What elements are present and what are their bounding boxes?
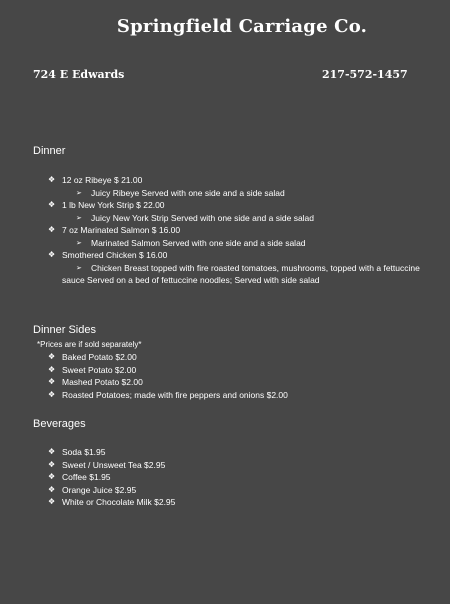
dinner-item-description: ➢ Juicy Ribeye Served with one side and a side salad [76,187,285,198]
dinner-item-name: 7 oz Marinated Salmon $ 16.00 [62,225,181,235]
diamond-bullet-icon: ❖ [48,459,56,469]
dinner-item [48,224,442,237]
sides-list [48,351,442,401]
diamond-bullet-icon: ❖ [48,175,56,184]
arrow-bullet-icon: ➢ [76,188,82,197]
dinner-item [48,249,442,262]
beverage-item: ❖ Coffee $1.95 [48,472,111,482]
beverage-item: ❖ Sweet / Unsweet Tea $2.95 [48,459,166,470]
dinner-item-description: ➢ Marinated Salmon Served with one side and a side salad [76,237,306,248]
diamond-bullet-icon: ❖ [48,472,56,481]
address: 724 E Edwards [33,68,125,81]
beverages-list [48,446,442,509]
arrow-bullet-icon: ➢ [76,213,82,222]
arrow-bullet-icon: ➢ [76,263,82,272]
side-item: ❖ Sweet Potato $2.00 [48,364,137,375]
beverage-item: ❖ White or Chocolate Milk $2.95 [48,497,176,507]
diamond-bullet-icon: ❖ [48,225,56,234]
side-item: ❖ Baked Potato $2.00 [48,352,137,362]
dinner-item-name: 1 lb New York Strip $ 22.00 [62,200,165,210]
diamond-bullet-icon: ❖ [48,484,56,494]
restaurant-title: Springfield Carriage Co. [116,16,368,37]
beverage-item: ❖ Soda $1.95 [48,447,106,457]
phone-number: 217-572-1457 [322,68,408,81]
side-item: ❖ Roasted Potatoes; made with fire peppers and onions $2.00 [48,389,288,400]
arrow-bullet-icon: ➢ [76,238,82,247]
sides-heading: Dinner Sides [33,324,96,336]
dinner-item [48,174,442,187]
beverage-item: ❖ Orange Juice $2.95 [48,484,137,495]
dinner-item-name: 12 oz Ribeye $ 21.00 [62,175,143,185]
diamond-bullet-icon: ❖ [48,377,56,386]
sides-price-note: *Prices are if sold separately* [37,340,142,349]
diamond-bullet-icon: ❖ [48,200,56,209]
diamond-bullet-icon: ❖ [48,497,56,506]
beverages-heading: Beverages [33,418,86,430]
side-item: ❖ Mashed Potato $2.00 [48,377,143,387]
dinner-item-description: ➢ Juicy New York Strip Served with one side and a side salad [76,212,315,223]
dinner-item-name: Smothered Chicken $ 16.00 [62,250,168,260]
dinner-list [48,174,442,287]
diamond-bullet-icon: ❖ [48,389,56,399]
diamond-bullet-icon: ❖ [48,364,56,374]
dinner-item [48,199,442,212]
diamond-bullet-icon: ❖ [48,352,56,361]
diamond-bullet-icon: ❖ [48,447,56,456]
dinner-item-description: ➢ Chicken Breast topped with fire roasted tomatoes, mushrooms, topped with a fettuccine sauce Served on a bed of fettuccine noodles; Served with side salad [62,262,442,287]
diamond-bullet-icon: ❖ [48,250,56,259]
dinner-heading: Dinner [33,145,66,157]
dinner-item-description-continued: sauce Served on a bed of fettuccine noodles; Served with side salad [62,275,320,285]
